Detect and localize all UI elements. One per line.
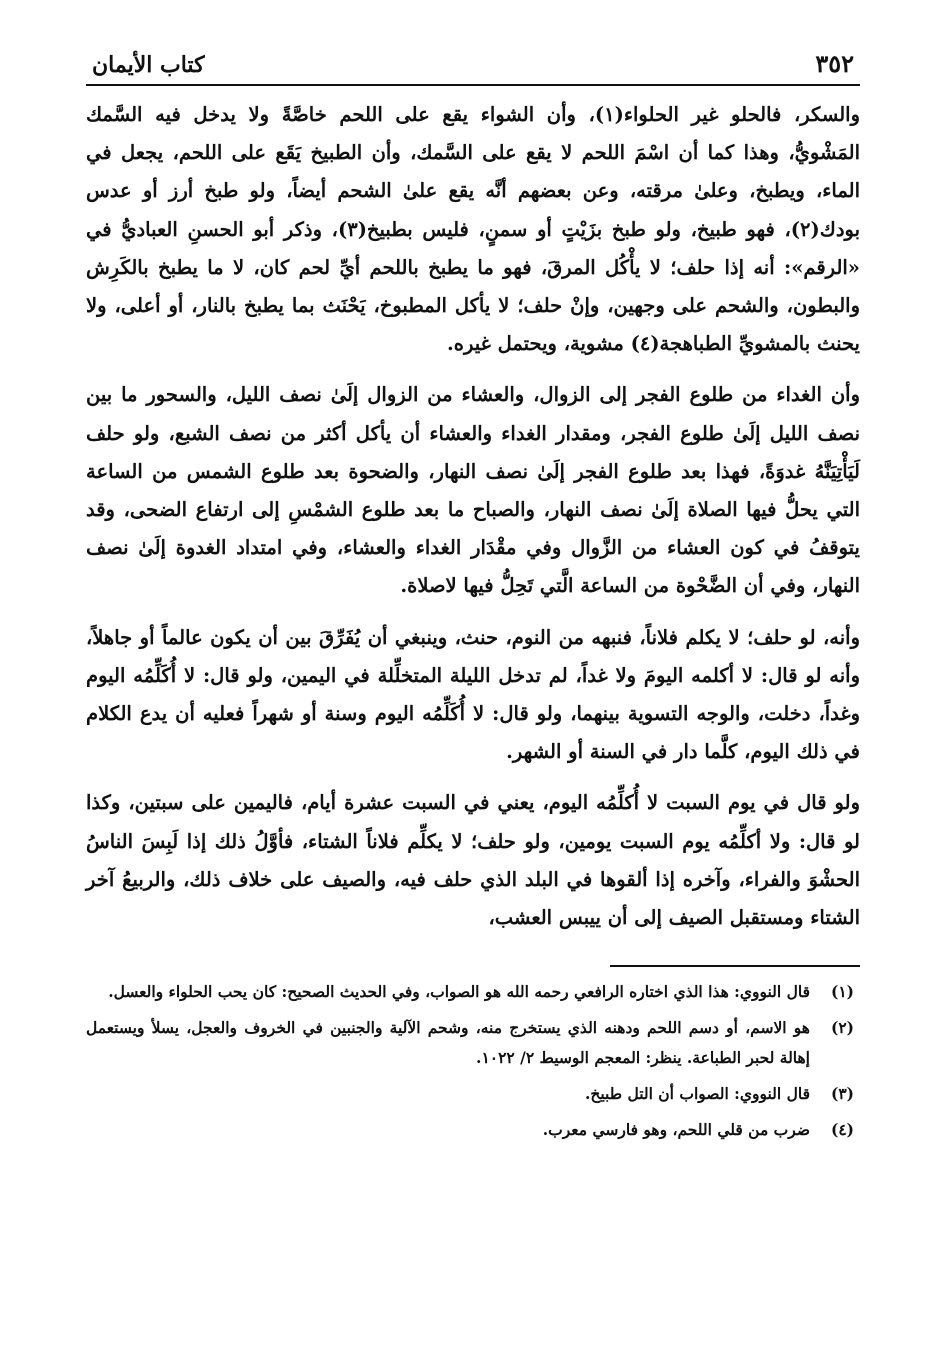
page-header: [86, 38, 860, 86]
footnote-number: (٣): [830, 1084, 854, 1104]
footnote-number: (٢): [830, 1018, 854, 1038]
footnotes: [86, 977, 860, 1145]
footnote-number: (١): [830, 982, 854, 1002]
paragraph: وأن الغداء من طلوع الفجر إلى الزوال، والعشاء من الزوال إلَىٰ نصف الليل، والسحور ما بين نصف الليل إلَىٰ طلوع الفجر، ومقدار الغداء والعشاء أن يأكل أكثر من نصف الشبع، ولو حلف لَيَأْتِيَنَّهُ غدوَةً، فهذا بعد طلوع الفجر إلَىٰ نصف النهار، والضحوة بعد طلوع الشمس من الساعة التي يحلُّ فيها الصلاة إلَىٰ نصف النهار، والصباح ما بعد طلوع الشمْسِ إلى ارتفاع الضحى، وقد يتوقفُ في كون العشاء من الزَّوال وفي مقْدَار الغداء والعشاء، وفي امتداد الغدوة إلَىٰ نصف النهار، وفي أن الضَّحْوة من الساعة الَّتي تَحِلُّ فيها لاصلاة.: [86, 383, 860, 598]
page-number: ٣٥٢: [815, 49, 854, 78]
footnote-text: ضرب من قلي اللحم، وهو فارسي معرب.: [542, 1120, 810, 1140]
paragraph: والسكر، فالحلو غير الحلواء(١)، وأن الشواء يقع على اللحم خاصَّةً ولا يدخل فيه السَّمك المَشْويُّ، وهذا كما أن اسْمَ اللحم لا يقع على السَّمك، وأن الطبيخ يَقَع على اللحم، يجعل في الماء، ويطبخ، وعلىٰ مرقته، وعن بعضهم أنَّه يقع علىٰ الشحم أيضاً، ولو طبخ أرز أو عدس بودك(٢)، فهو طبيخ، ولو طبخ بزَيْتٍ أو سمنٍ، فليس بطبيخ(٣)، وذكر أبو الحسنِ العباديُّ في «الرقم»: أنه إذا حلف؛ لا يأْكُل المرقَ، فهو ما يطبخ باللحم أيِّ لحم كان، لا ما يطبخ بالكَرِش والبطون، والشحم على وجهين، وإنْ حلف؛ لا يأكل المطبوخ، يَحْنَث بما يطبخ بالنار، أو أعلى، ولا يحنث بالمشويِّ الطباهجة(٤) مشوية، ويحتمل غيره.: [86, 103, 860, 356]
footnote: [86, 977, 860, 1007]
footnote: [86, 1115, 860, 1145]
paragraph: ولو قال في يوم السبت لا أُكلِّمُه اليوم، يعني في السبت عشرة أيام، فاليمين على سبتين، وكذا لو قال: ولا أكلِّمُه يوم السبت يومين، ولو حلف؛ لا يكلِّم فلاناً الشتاء، فأوَّلُ ذلك إذا لَبِسَ الناسُ الحشْوَ والفراء، وآخره إذا ألقوها في البلد الذي حلف فيه، والصيف على خلاف ذلك، والربيعُ آخر الشتاء ومستقبل الصيف إلى أن ييبس العشب،: [86, 791, 860, 930]
footnote: [86, 1079, 860, 1109]
footnote-text: قال النووي: هذا الذي اختاره الرافعي رحمه الله هو الصواب، وفي الحديث الصحيح: كان يحب الحلواء والعسل.: [108, 982, 810, 1002]
footnote-number: (٤): [830, 1120, 854, 1140]
main-text: [86, 96, 860, 937]
footnote-separator: [610, 965, 860, 967]
running-title: كتاب الأيمان: [92, 52, 205, 78]
footnote: [86, 1013, 860, 1073]
footnote-text: قال النووي: الصواب أن التل طبيخ.: [584, 1084, 810, 1104]
footnote-text: هو الاسم، أو دسم اللحم ودهنه الذي يستخرج منه، وشحم الآلية والجنبين في الخروف والعجل، يسلأ ويستعمل إهالة لحبر الطباعة. ينظر: المعجم الوسيط ٢/ ١٠٢٢.: [86, 1018, 810, 1068]
paragraph: وأنه، لو حلف؛ لا يكلم فلاناً، فنبهه من النوم، حنث، وينبغي أن يُفَرِّقَ بين أن يكون عالماً أو جاهلاً، وأنه لو قال: لا أكلمه اليومَ ولا غداً، لم تدخل الليلة المتخلِّلة في اليمين، ولو قال: لا أُكَلِّمُه اليوم وغداً، دخلت، والوجه التسوية بينهما، ولو قال: لا أُكَلِّمُه اليوم وسنة أو شهراً فعليه أن يدع الكلام في ذلك اليوم، كلَّما دار في السنة أو الشهر.: [86, 625, 860, 764]
